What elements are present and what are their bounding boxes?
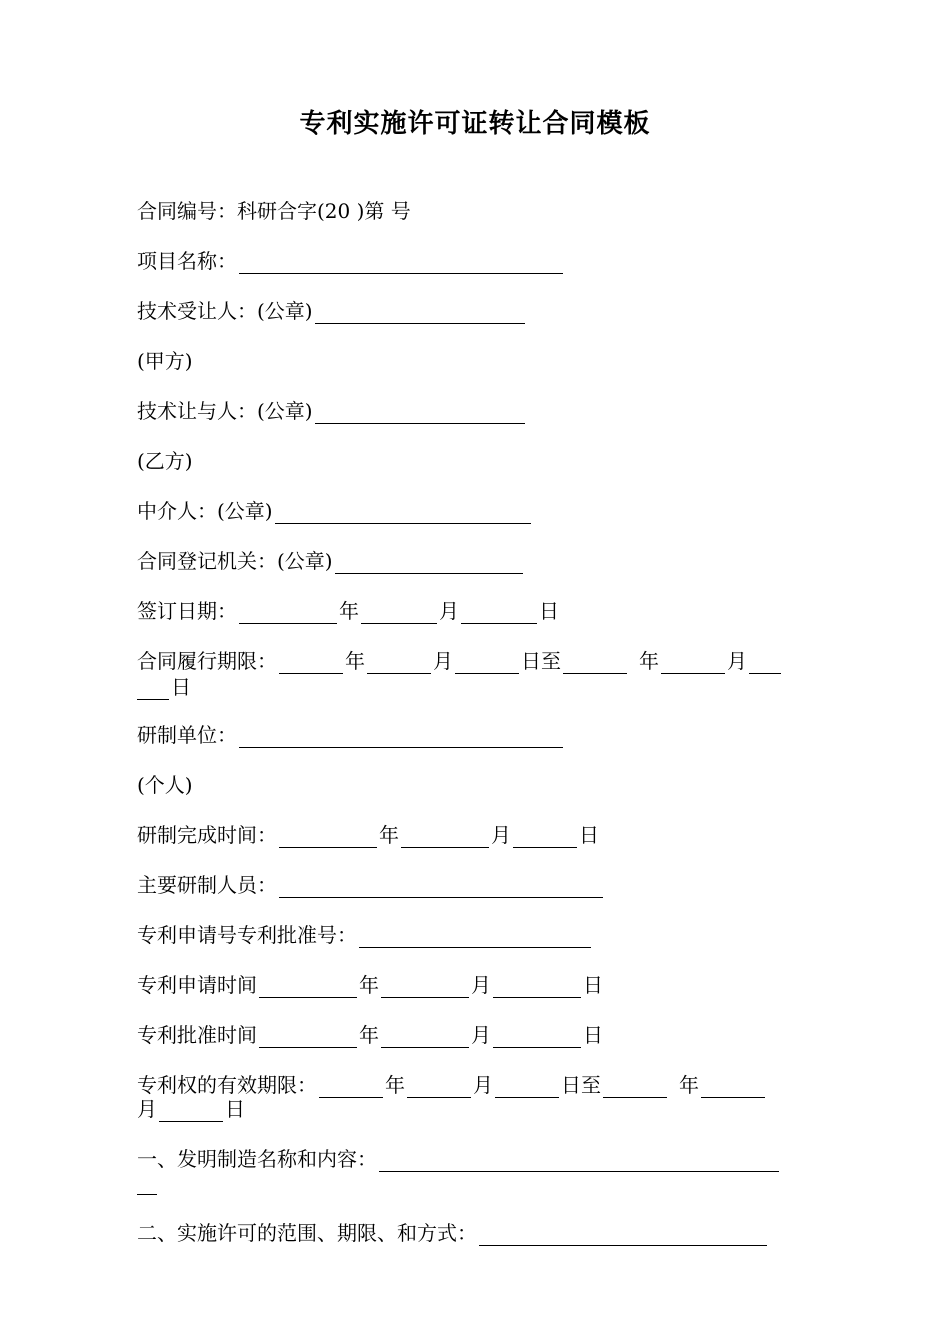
patent-app-time-line [137,972,603,998]
completion-time-label: 研制完成时间： [137,823,277,847]
term-end-month-blank[interactable] [661,651,725,674]
transferor-blank[interactable] [315,401,525,424]
day-unit: 日 [171,675,191,699]
individual-line [137,772,193,798]
sign-date-label: 签订日期： [137,599,237,623]
transferor-line [137,398,527,424]
day-unit: 日 [579,823,599,847]
validity-end-year-blank[interactable] [603,1075,667,1098]
patent-approval-time-line [137,1022,603,1048]
performance-term-line [137,648,783,674]
approval-year-blank[interactable] [259,1025,357,1048]
intermediary-label: 中介人：(公章) [137,499,273,523]
day-unit: 日 [583,1023,603,1047]
term-start-year-blank[interactable] [279,651,343,674]
patent-validity-line [137,1072,767,1098]
project-name-blank[interactable] [239,251,563,274]
month-unit: 月 [491,823,511,847]
section2-line [137,1220,769,1246]
completion-month-blank[interactable] [401,825,489,848]
developer-blank[interactable] [239,725,563,748]
validity-end-month-blank-part1[interactable] [701,1075,765,1098]
month-unit: 月 [471,1023,491,1047]
year-unit: 年 [359,973,379,997]
section1-blank-cont[interactable] [137,1172,157,1195]
patent-app-no-label: 专利申请号专利批准号： [137,923,357,947]
app-day-blank[interactable] [493,975,581,998]
day-unit: 日 [539,599,559,623]
project-name-line [137,248,565,274]
section1-line [137,1146,781,1172]
month-unit: 月 [727,649,747,673]
year-unit: 年 [639,649,659,673]
performance-term-line-cont [137,674,191,700]
validity-start-day-blank[interactable] [495,1075,559,1098]
patent-app-no-blank[interactable] [359,925,591,948]
day-unit: 日 [225,1097,245,1121]
transferee-label: 技术受让人：(公章) [137,299,313,323]
intermediary-blank[interactable] [275,501,531,524]
patent-app-no-line [137,922,593,948]
approval-day-blank[interactable] [493,1025,581,1048]
contract-number-line [137,198,411,224]
term-end-day-blank-part2[interactable] [137,677,169,700]
developer-line [137,722,565,748]
patent-validity-line-cont [137,1096,245,1122]
registration-label: 合同登记机关：(公章) [137,549,333,573]
month-unit: 月 [137,1097,157,1121]
sign-year-blank[interactable] [239,601,337,624]
project-name-label: 项目名称： [137,249,237,273]
month-unit: 月 [439,599,459,623]
year-unit: 年 [379,823,399,847]
party-b-line [137,448,193,474]
patent-validity-label: 专利权的有效期限： [137,1073,317,1097]
sign-date-line [137,598,559,624]
sign-month-blank[interactable] [361,601,437,624]
month-unit: 月 [433,649,453,673]
term-end-year-blank[interactable] [563,651,627,674]
validity-start-year-blank[interactable] [319,1075,383,1098]
registration-line [137,548,525,574]
section1-label: 一、发明制造名称和内容： [137,1147,377,1171]
contract-number-label: 合同编号：科研合字(20 )第 号 [137,199,411,223]
day-to-unit: 日至 [561,1073,601,1097]
section2-blank[interactable] [479,1223,767,1246]
month-unit: 月 [471,973,491,997]
party-a-label: (甲方) [137,349,193,373]
transferee-blank[interactable] [315,301,525,324]
term-start-month-blank[interactable] [367,651,431,674]
main-developers-line [137,872,605,898]
completion-day-blank[interactable] [513,825,577,848]
developer-label: 研制单位： [137,723,237,747]
intermediary-line [137,498,533,524]
term-end-day-blank-part1[interactable] [749,651,781,674]
month-unit: 月 [473,1073,493,1097]
app-year-blank[interactable] [259,975,357,998]
validity-start-month-blank[interactable] [407,1075,471,1098]
party-a-line [137,348,193,374]
section2-label: 二、实施许可的范围、期限、和方式： [137,1221,477,1245]
document-title: 专利实施许可证转让合同模板 [299,109,651,139]
app-month-blank[interactable] [381,975,469,998]
section1-blank[interactable] [379,1149,779,1172]
approval-month-blank[interactable] [381,1025,469,1048]
individual-label: (个人) [137,773,193,797]
completion-time-line [137,822,599,848]
sign-day-blank[interactable] [461,601,537,624]
year-unit: 年 [679,1073,699,1097]
year-unit: 年 [359,1023,379,1047]
party-b-label: (乙方) [137,449,193,473]
performance-term-label: 合同履行期限： [137,649,277,673]
transferee-line [137,298,527,324]
main-developers-label: 主要研制人员： [137,873,277,897]
patent-app-time-label: 专利申请时间 [137,973,257,997]
term-start-day-blank[interactable] [455,651,519,674]
validity-end-day-blank[interactable] [159,1099,223,1122]
day-unit: 日 [583,973,603,997]
registration-blank[interactable] [335,551,523,574]
year-unit: 年 [339,599,359,623]
patent-approval-time-label: 专利批准时间 [137,1023,257,1047]
main-developers-blank[interactable] [279,875,603,898]
transferor-label: 技术让与人：(公章) [137,399,313,423]
day-to-unit: 日至 [521,649,561,673]
year-unit: 年 [385,1073,405,1097]
section1-line-cont [137,1172,159,1195]
completion-year-blank[interactable] [279,825,377,848]
year-unit: 年 [345,649,365,673]
